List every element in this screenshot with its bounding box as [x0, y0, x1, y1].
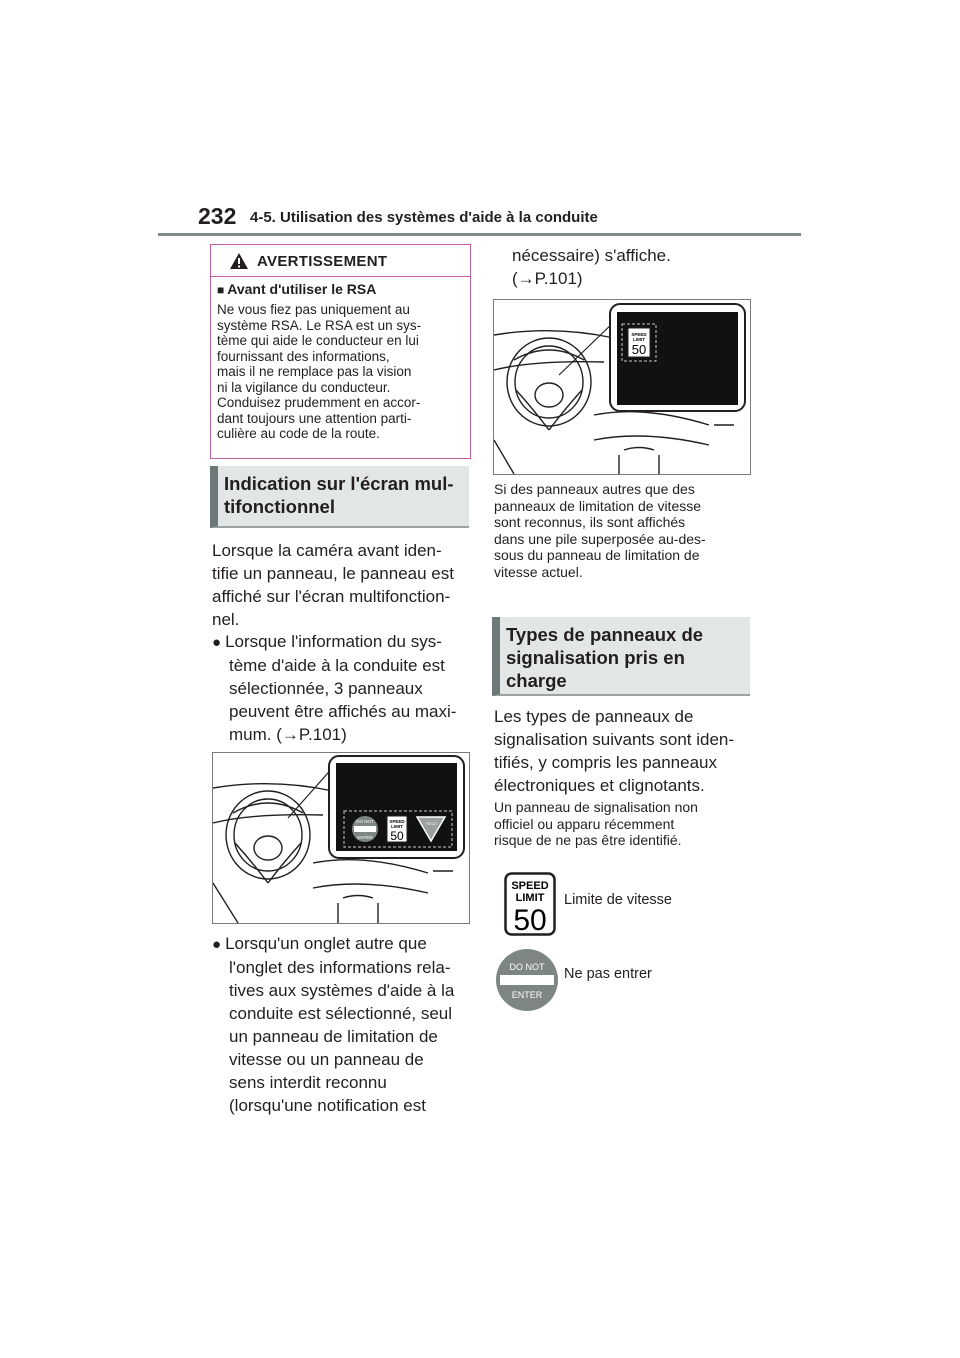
text-line: panneaux de limitation de vitesse: [494, 497, 702, 514]
text-line: nécessaire) s'affiche.: [512, 246, 671, 265]
text-line: conduite est sélectionné, seul: [229, 1004, 453, 1023]
text-line: vitesse ou un panneau de: [229, 1050, 424, 1069]
fig-enter-label: ENTER: [357, 835, 373, 840]
warning-subtitle-text: Avant d'utiliser le RSA: [227, 281, 377, 297]
section-heading-sign-types: [492, 617, 750, 696]
text-line: sous du panneau de limitation de: [494, 547, 700, 563]
sign-speed-text: SPEED: [511, 880, 549, 892]
text-line: (→P.101): [512, 269, 583, 288]
text-line: tifie un panneau, le panneau est: [212, 564, 454, 583]
heading-line: Types de panneaux de: [506, 624, 704, 645]
text-line: tives aux systèmes d'aide à la: [229, 981, 455, 1000]
text-line: Si des panneaux autres que des: [494, 481, 695, 497]
text-line: vitesse actuel.: [494, 563, 583, 580]
text-line: affiché sur l'écran multifonction-: [212, 587, 451, 606]
page-number: 232: [198, 203, 237, 229]
text-line: tifiés, y compris les panneaux: [494, 753, 717, 772]
sign-enter-text: ENTER: [511, 990, 543, 1000]
speed-limit-label: Limite de vitesse: [564, 892, 672, 908]
header-divider: [158, 233, 801, 236]
heading-line: Indication sur l'écran mul-: [224, 473, 454, 494]
speed-limit-sign: [504, 872, 556, 941]
section1-intro: [212, 539, 474, 631]
warning-line: Conduisez prudemment en accor-: [217, 395, 421, 410]
unofficial-sign-note: [494, 799, 754, 849]
text-line: nel.: [212, 610, 240, 629]
dashboard-drawing: [213, 753, 469, 923]
bullet-item-1: [212, 630, 474, 746]
bullet-continuation: [512, 244, 752, 290]
dashboard-drawing: [494, 300, 750, 474]
dashboard-illustration-3-signs: [212, 752, 470, 924]
chapter-title: 4-5. Utilisation des systèmes d'aide à la conduite: [250, 209, 598, 226]
fig-do-not-label: DO NOT: [356, 819, 374, 824]
text-line: Un panneau de signalisation non: [494, 799, 698, 815]
sign-do-not-text: DO NOT: [509, 962, 545, 972]
text-line: mum. (→P.101): [229, 725, 347, 744]
warning-line: ni la vigilance du conducteur.: [217, 379, 391, 395]
fig-speed-label: SPEED: [389, 819, 405, 824]
warning-line: dant toujours une attention parti-: [217, 410, 412, 426]
section-heading-display: [210, 466, 469, 528]
heading-line: signalisation pris en: [506, 647, 685, 668]
warning-line: fournissant des informations,: [217, 348, 390, 364]
sign-50-text: 50: [513, 904, 547, 936]
text-line: l'onglet des informations rela-: [229, 958, 451, 977]
text-line: Lorsque l'information du sys-: [225, 632, 442, 651]
fig-limit-label: LIMIT: [391, 824, 403, 829]
speed-limit-sign-icon: [504, 872, 556, 936]
text-line: Les types de panneaux de: [494, 707, 694, 726]
warning-line: système RSA. Le RSA est un sys-: [217, 317, 422, 333]
do-not-enter-sign: [494, 947, 560, 1018]
text-line: peuvent être affichés au maxi-: [229, 702, 457, 721]
square-bullet-icon: ■: [217, 283, 225, 297]
fig-yield-label: YIELD: [425, 821, 437, 826]
bullet-dot-icon: ●: [212, 936, 222, 953]
warning-triangle-icon: [229, 252, 249, 270]
dashboard-illustration-1-sign: [493, 299, 751, 475]
warning-line: mais il ne remplace pas la vision: [217, 364, 412, 379]
warning-line: culière au code de la route.: [217, 426, 380, 441]
fig-50-label: 50: [390, 829, 404, 843]
text-line: tème d'aide à la conduite est: [229, 656, 445, 675]
warning-body: [217, 302, 467, 442]
fig-speed-label: SPEED: [631, 332, 647, 337]
section2-intro: [494, 705, 756, 797]
heading-line: charge: [506, 670, 567, 691]
warning-line: Ne vous fiez pas uniquement au: [217, 302, 410, 317]
text-line: dans une pile superposée au-des-: [494, 530, 706, 547]
warning-header: [211, 245, 470, 277]
text-line: risque de ne pas être identifié.: [494, 832, 682, 848]
text-line: Lorsque la caméra avant iden-: [212, 541, 442, 560]
bullet-item-2: [212, 932, 474, 1117]
text-line: un panneau de limitation de: [229, 1027, 438, 1046]
stacked-signs-note: [494, 481, 754, 580]
text-line: Lorsqu'un onglet autre que: [225, 934, 427, 953]
text-line: (lorsqu'une notification est: [229, 1096, 426, 1115]
text-line: sens interdit reconnu: [229, 1073, 387, 1092]
do-not-enter-sign-icon: [494, 947, 560, 1013]
bullet-dot-icon: ●: [212, 634, 222, 651]
sign-limit-text: LIMIT: [515, 892, 545, 904]
text-line: signalisation suivants sont iden-: [494, 730, 735, 749]
text-line: électroniques et clignotants.: [494, 776, 705, 795]
text-line: officiel ou apparu récemment: [494, 815, 675, 832]
warning-box: [210, 244, 471, 459]
do-not-enter-label: Ne pas entrer: [564, 966, 652, 982]
heading-line: tifonctionnel: [224, 496, 335, 517]
warning-subtitle: [217, 281, 376, 297]
warning-title: AVERTISSEMENT: [257, 253, 388, 270]
text-line: sélectionnée, 3 panneaux: [229, 679, 423, 698]
fig-limit-label: LIMIT: [633, 337, 645, 342]
text-line: sont reconnus, ils sont affichés: [494, 514, 686, 530]
warning-line: tème qui aide le conducteur en lui: [217, 333, 419, 348]
fig-50-label: 50: [631, 342, 647, 357]
